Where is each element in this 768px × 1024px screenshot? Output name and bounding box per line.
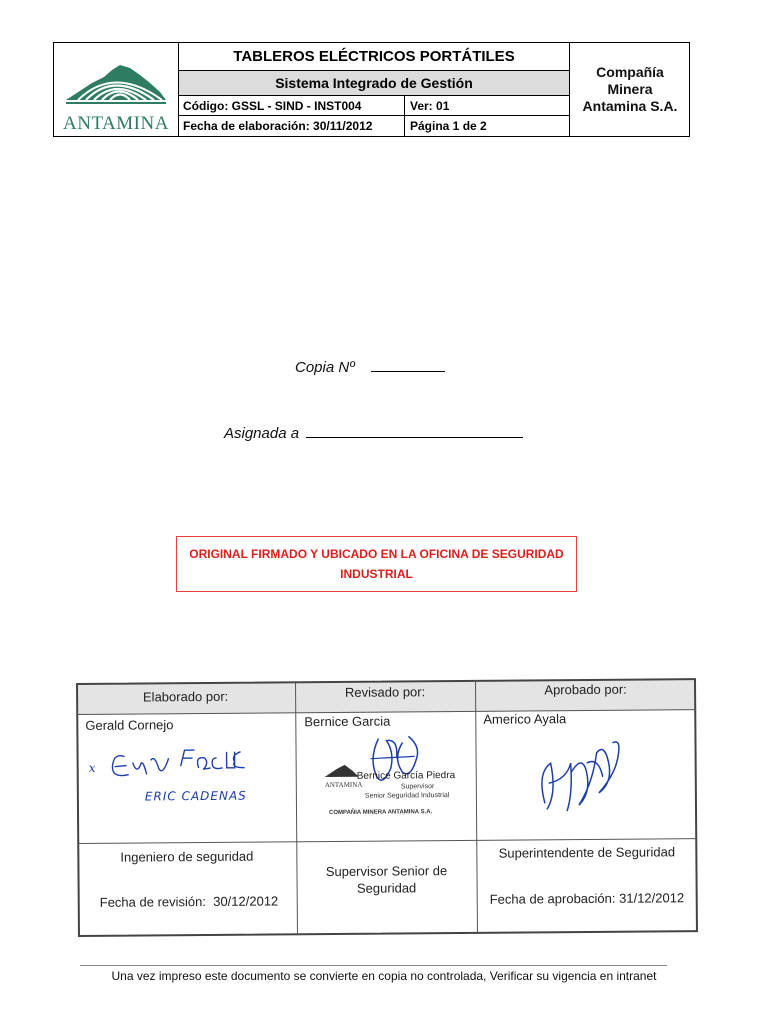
assigned-to-label: Asignada a <box>224 425 300 442</box>
document-code: Código: GSSL - SIND - INST004 <box>179 96 405 115</box>
approved-by-header: Aprobado por: <box>544 681 627 698</box>
preparer-signature <box>84 733 290 807</box>
elaboration-date: Fecha de elaboración: 30/11/2012 <box>179 116 405 136</box>
approver-role: Superintendente de Seguridad <box>498 844 676 861</box>
document-header <box>53 42 690 137</box>
company-logo <box>54 43 179 136</box>
stamp-company: COMPAÑIA MINERA ANTAMINA S.A. <box>329 809 433 817</box>
document-title: TABLEROS ELÉCTRICOS PORTÁTILES <box>179 43 569 71</box>
reviewer-role-line2: Seguridad <box>356 880 417 896</box>
approval-date <box>490 890 685 907</box>
reviewer-role-line1: Supervisor Senior de <box>325 863 448 880</box>
antamina-logo-icon <box>54 43 178 136</box>
copy-number-blank <box>371 357 445 372</box>
approver-name: Americo Ayala <box>483 711 567 727</box>
reviewer-signature-stamp <box>298 728 475 837</box>
revision-date <box>100 893 279 909</box>
stamp-title2: Senior Seguridad Industrial <box>364 792 450 800</box>
company-name <box>569 43 690 136</box>
signature-table <box>76 678 698 937</box>
preparer-handwritten-name: ERIC CADENAS <box>144 788 247 804</box>
revision-date-label: Fecha de revisión: <box>99 893 207 910</box>
company-name-line2: Minera <box>607 81 653 97</box>
preparer-name: Gerald Cornejo <box>85 717 174 733</box>
assigned-to-line <box>224 423 523 442</box>
notice-line1: ORIGINAL FIRMADO Y UBICADO EN LA OFICINA DE SEGURIDAD <box>189 547 564 561</box>
svg-text:ANTAMINA: ANTAMINA <box>63 113 169 134</box>
copy-number-label: Copia Nº <box>295 359 355 376</box>
stamp-title1: Supervisor <box>400 783 435 791</box>
page-number: Página 1 de 2 <box>410 119 487 133</box>
company-name-line1: Compañía <box>596 64 664 80</box>
document-subtitle: Sistema Integrado de Gestión <box>179 71 569 96</box>
revision-date-value: 30/12/2012 <box>213 893 279 909</box>
footer-disclaimer: Una vez impreso este documento se convierte en copia no controlada, Verificar su vigencia en intranet <box>111 969 657 983</box>
reviewer-role <box>296 862 476 897</box>
code-row <box>179 96 569 116</box>
notice-line2: INDUSTRIAL <box>340 567 413 581</box>
copy-number-line <box>295 357 445 376</box>
approval-date-value: 31/12/2012 <box>619 890 685 906</box>
svg-text:ANTAMINA: ANTAMINA <box>324 780 363 790</box>
date-row <box>179 116 569 136</box>
svg-text:x: x <box>88 760 96 775</box>
preparer-role: Ingeniero de seguridad <box>120 848 254 865</box>
prepared-by-header: Elaborado por: <box>142 688 229 705</box>
company-name-line3: Antamina S.A. <box>582 98 678 114</box>
original-signed-notice <box>176 536 577 592</box>
approver-signature <box>526 733 647 822</box>
reviewed-by-header: Revisado por: <box>344 684 426 700</box>
document-version: Ver: 01 <box>410 98 450 113</box>
footer-divider <box>80 965 667 966</box>
assigned-to-blank <box>306 423 523 438</box>
stamp-name: Bernice García Piedra <box>356 770 456 782</box>
approval-date-label: Fecha de aprobación: <box>489 890 616 907</box>
reviewer-name: Bernice Garcia <box>304 713 391 730</box>
